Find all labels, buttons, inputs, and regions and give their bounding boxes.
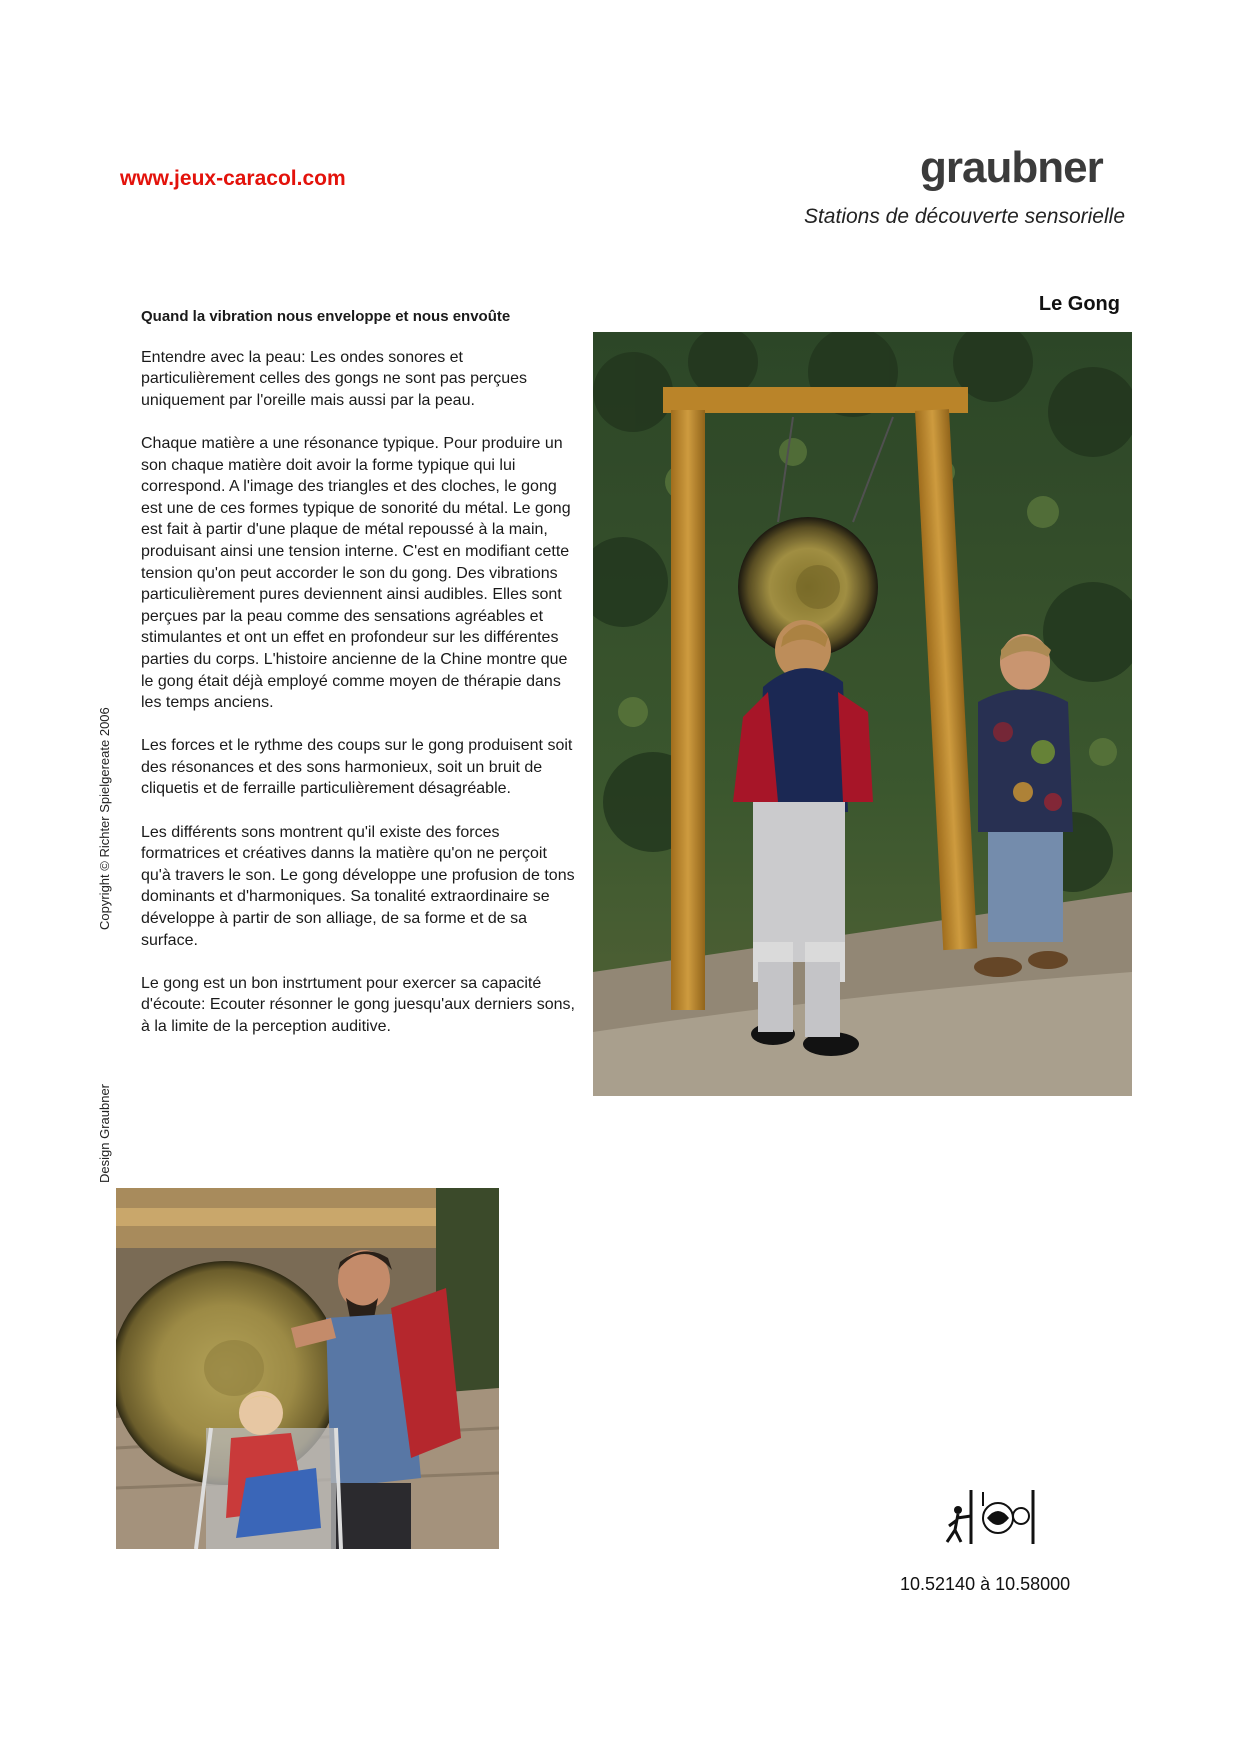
page-subtitle: Stations de découverte sensorielle bbox=[803, 205, 1125, 228]
design-credit: Design Graubner bbox=[97, 1084, 112, 1183]
article-paragraph: Entendre avec la peau: Les ondes sonores et particulièrement celles des gongs ne sont pas perçues uniquement par l'oreille mais aussi par la peau. bbox=[141, 348, 527, 409]
section-title: Le Gong bbox=[1038, 293, 1120, 315]
brand-logo: graubner bbox=[920, 143, 1103, 192]
photo-adult-gong bbox=[116, 1188, 499, 1549]
article-heading: Quand la vibration nous enveloppe et nous envoûte bbox=[141, 308, 511, 325]
article-paragraph: Le gong est un bon instrtument pour exercer sa capacité d'écoute: Ecouter résonner le gong juesqu'aux derniers sons, à la limite de la perception auditive. bbox=[141, 974, 575, 1035]
gong-logo-icon bbox=[943, 1486, 1043, 1546]
article-paragraph: Les forces et le rythme des coups sur le gong produisent soit des résonances et des sons harmonieux, soit un bruit de cliquetis et de ferraille particulièrement désagréable. bbox=[141, 737, 573, 798]
website-link[interactable]: www.jeux-caracol.com bbox=[120, 167, 346, 190]
article bbox=[141, 306, 581, 1059]
product-reference: 10.52140 à 10.58000 bbox=[900, 1574, 1071, 1594]
photo-children-gong bbox=[593, 332, 1132, 1096]
article-paragraph: Chaque matière a une résonance typique. Pour produire un son chaque matière doit avoir la forme typique qui lui correspond. A l'image des triangles et des cloches, le gong est une de ces formes typique de sonorité du métal. Le gong est fait à partir d'une plaque de métal repoussé à la main, produisant ainsi une tension interne. C'est en modifiant cette tension qu'on peut accorder le son du gong. Des vibrations particulièrement pures deviennent ainsi audibles. Elles sont perçues par la peau comme des sensations agréables et stimulantes et ont un effet en profondeur sur les différentes parties du corps. L'histoire ancienne de la Chine montre que le gong était déjà employé comme moyen de thérapie dans les temps anciens. bbox=[141, 434, 571, 712]
copyright-notice: Copyright © Richter Spielgereate 2006 bbox=[97, 707, 112, 930]
article-paragraph: Les différents sons montrent qu'il existe des forces formatrices et créatives danns la matière qu'on ne perçoit qu'à travers le son. Le gong développe une profusion de tons dominants et d'harmoniques. Sa tonalité extraordinaire se développe à partir de son alliage, de sa forme et de sa surface. bbox=[141, 823, 575, 949]
